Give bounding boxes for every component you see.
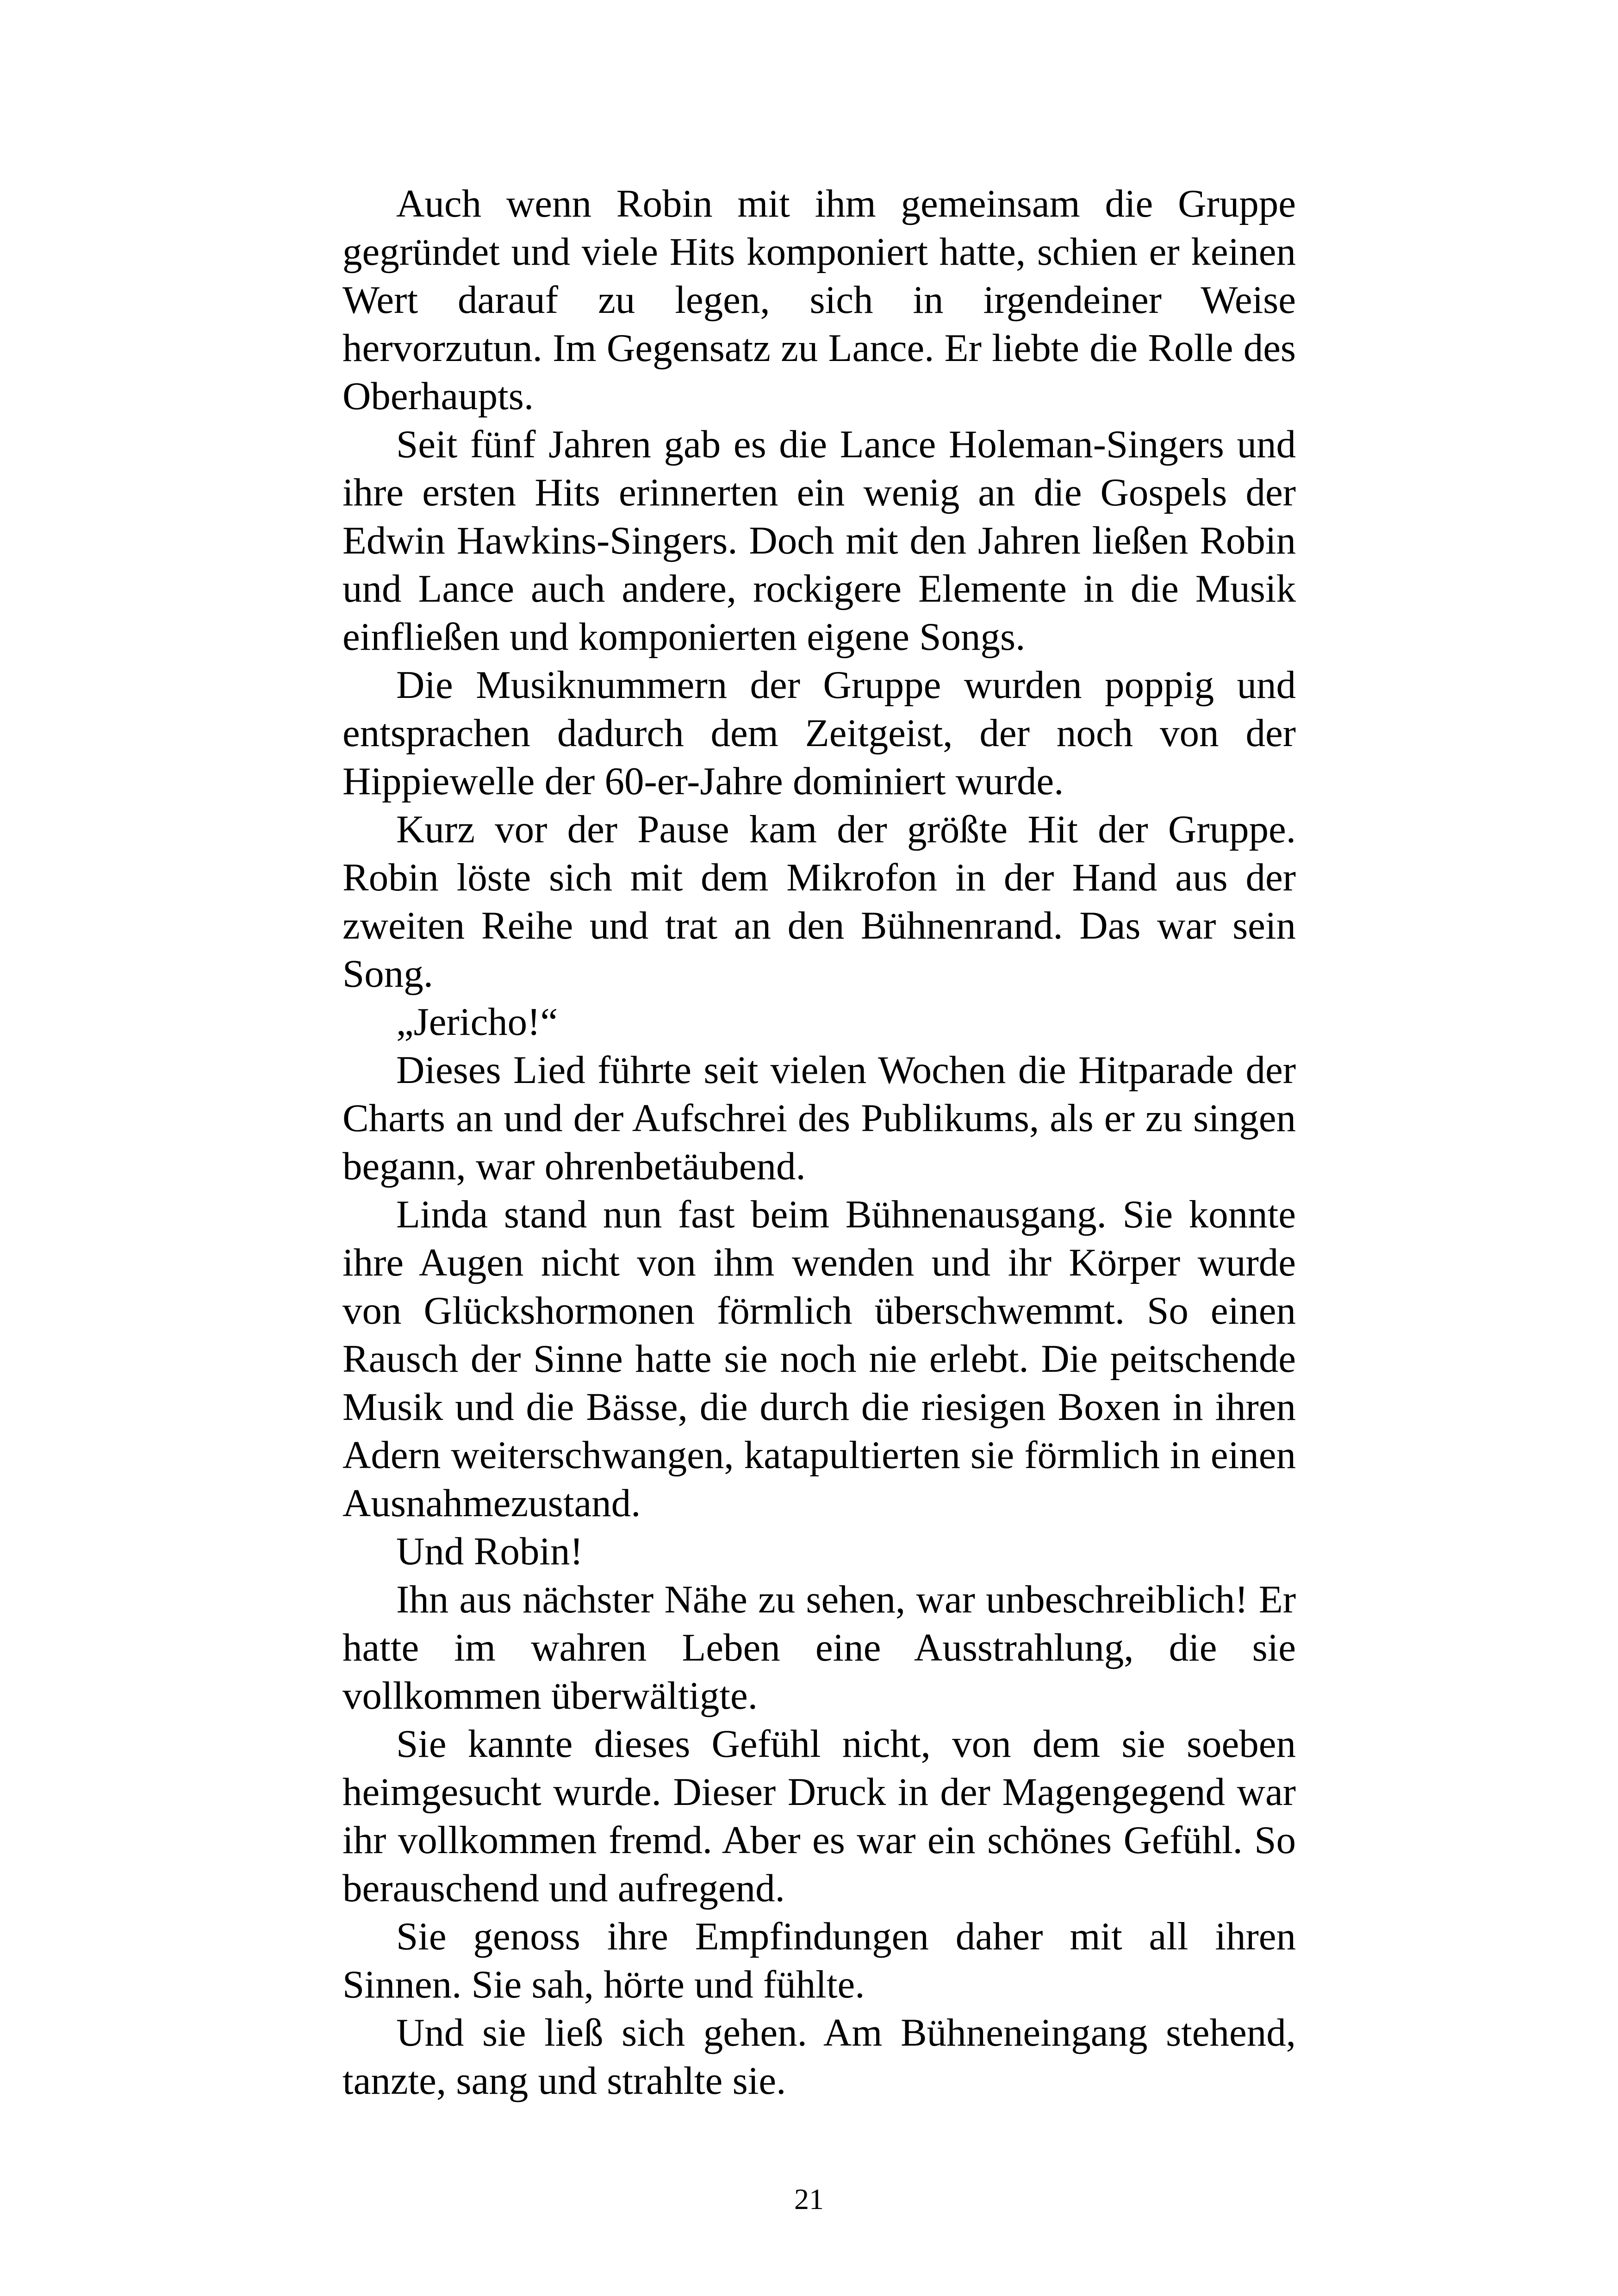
body-text [342,180,1296,2105]
paragraph: Auch wenn Robin mit ihm gemeinsam die Gruppe gegründet und viele Hits komponiert hatte, schien er keinen Wert darauf zu legen, sich in irgendeiner Weise hervorzutun. Im Gegensatz zu Lance. Er liebte die Rolle des Oberhaupts. [342,182,1296,418]
paragraph: „Jericho!“ [396,1000,558,1044]
paragraph: Sie kannte dieses Gefühl nicht, von dem sie soeben heimgesucht wurde. Dieser Druck in der Magengegend war ihr vollkommen fremd. Aber es war ein schönes Gefühl. So berauschend und aufregend. [342,1722,1296,1910]
paragraph: Dieses Lied führte seit vielen Wochen die Hitparade der Charts an und der Aufschrei des Publikums, als er zu singen begann, war ohrenbetäubend. [342,1048,1296,1188]
paragraph: Seit fünf Jahren gab es die Lance Holeman-Singers und ihre ersten Hits erinnerten ein wenig an die Gospels der Edwin Hawkins-Singers. Doch mit den Jahren ließen Robin und Lance auch andere, rockigere Elemente in die Musik einfließen und komponierten eigene Songs. [342,423,1296,659]
paragraph: Ihn aus nächster Nähe zu sehen, war unbeschreiblich! Er hatte im wahren Leben eine Ausstrahlung, die sie vollkommen überwältigte. [342,1578,1296,1717]
paragraph: Und sie ließ sich gehen. Am Bühneneingang stehend, tanzte, sang und strahlte sie. [342,2011,1296,2103]
paragraph: Sie genoss ihre Empfindungen daher mit all ihren Sinnen. Sie sah, hörte und fühlte. [342,1915,1296,2006]
paragraph: Die Musiknummern der Gruppe wurden poppig und entsprachen dadurch dem Zeitgeist, der noch von der Hippiewelle der 60-er-Jahre dominiert wurde. [342,663,1296,803]
paragraph: Kurz vor der Pause kam der größte Hit der Gruppe. Robin löste sich mit dem Mikrofon in der Hand aus der zweiten Reihe und trat an den Bühnenrand. Das war sein Song. [342,808,1296,996]
page-number: 21 [794,2183,824,2215]
paragraph: Linda stand nun fast beim Bühnenausgang. Sie konnte ihre Augen nicht von ihm wenden und ihr Körper wurde von Glückshormonen förmlich überschwemmt. So einen Rausch der Sinne hatte sie noch nie erlebt. Die peitschende Musik und die Bässe, die durch die riesigen Boxen in ihren Adern weiterschwangen, katapultierten sie förmlich in einen Ausnahmezustand. [342,1193,1296,1525]
paragraph: Und Robin! [396,1530,583,1573]
